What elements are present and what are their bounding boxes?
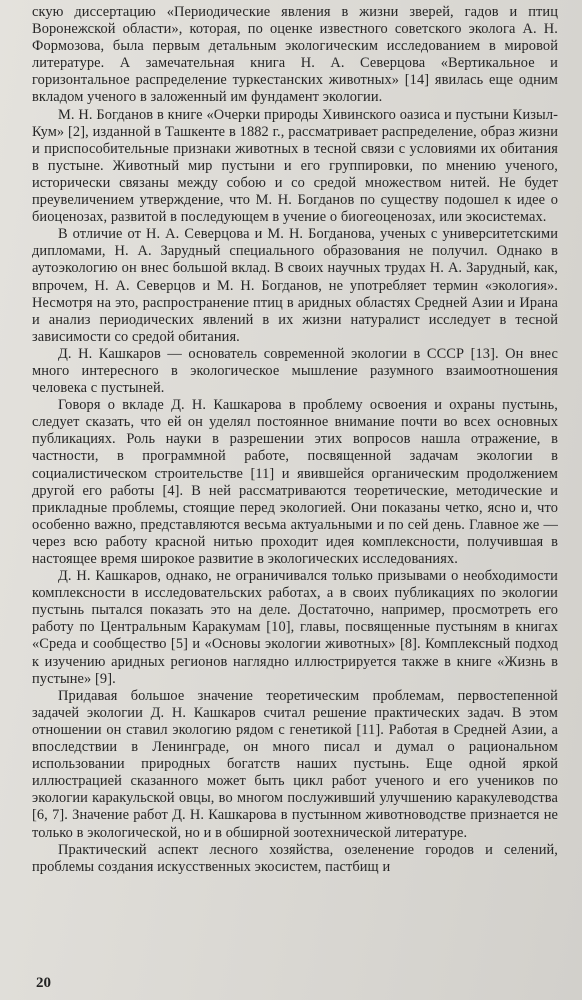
page-body (32, 4, 558, 876)
paragraph-6: Д. Н. Кашкаров, однако, не ограничивался только призывами о необходимости комплексности в исследовательских работах, а в своих публикациях по экологии пустынь пытался показать это на деле. Достаточно, например, просмотреть его работу по Центральным Каракумам [10], главы, посвященные пустыням в книгах «Среда и сообщество [5] и «Основы экологии животных» [8]. Комплексный подход к изучению аридных регионов наглядно иллюстрируется также в книге «Жизнь в пустыне» [9]. (32, 568, 558, 687)
paragraph-2: М. Н. Богданов в книге «Очерки природы Хивинского оазиса и пустыни Кизыл-Кум» [2], изданной в Ташкенте в 1882 г., рассматривает распределение, образ жизни и приспособительные признаки животных в тесной связи с условиями их обитания в пустыне. Животный мир пустыни и его группировки, по мнению ученого, исторически связаны между собою и со средой множеством нитей. Не будет преувеличением утверждение, что М. Н. Богданов по существу подошел к идее о биоценозах, развитой в последующем в учение о биогеоценозах, или экосистемах. (32, 106, 558, 226)
paragraph-1: скую диссертацию «Периодические явления в жизни зверей, гадов и птиц Воронежской области», которая, по оценке известного советского эколога А. Н. Формозова, была первым детальным экологическим исследованием в мировой литературе. А замечательная книга Н. А. Северцова «Вертикальное и горизонтальное распределение туркестанских животных» [14] явилась еще одним вкладом ученого в заложенный им фундамент экологии. (32, 4, 558, 106)
paragraph-7: Придавая большое значение теоретическим проблемам, первостепенной задачей экологии Д. Н. Кашкаров считал решение практических задач. В этом отношении он ставил экологию рядом с генетикой [11]. Работая в Средней Азии, а впоследствии в Ленинграде, он много писал и думал о рациональном использовании природных богатств наших пустынь. Еще одной яркой иллюстрацией сказанного может быть цикл работ ученого и его учеников по экологии каракульской овцы, во многом послуживший улучшению каракулеводства [6, 7]. Значение работ Д. Н. Кашкарова в пустынном животноводстве признается не только в экологической, но и в обширной зоотехнической литературе. (32, 687, 558, 841)
paragraph-4: Д. Н. Кашкаров — основатель современной экологии в СССР [13]. Он внес много интересного в экологическое мышление разумного взаимоотношения человека с пустыней. (32, 345, 558, 397)
paragraph-8: Практический аспект лесного хозяйства, озеленение городов и селений, проблемы создания искусственных экосистем, пастбищ и (32, 841, 558, 875)
paragraph-3: В отличие от Н. А. Северцова и М. Н. Богданова, ученых с университетскими дипломами, Н. А. Зарудный специального образования не получил. Однако в аутоэкологию он внес большой вклад. В своих научных трудах Н. А. Зарудный, как, впрочем, Н. А. Северцов и М. Н. Богданов, не употребляет термин «экология». Несмотря на это, распространение птиц в аридных областях Средней Азии и Ирана и анализ периодических явлений в их жизни натуралист исследует в тесной зависимости со средой обитания. (32, 226, 558, 345)
page-number: 20 (36, 975, 51, 991)
paragraph-5: Говоря о вкладе Д. Н. Кашкарова в проблему освоения и охраны пустынь, следует сказать, что ей он уделял постоянное внимание почти во всех основных публикациях. Роль науки в разрешении этих вопросов нашла отражение, в частности, в программной работе, посвященной задачам экологии в социалистическом строительстве [11] и явившейся органическим продолжением другой его работы [4]. В ней рассматриваются теоретические, методические и прикладные проблемы, стоящие перед экологией. Они показаны четко, ясно и, что особенно важно, представляются весьма актуальными и по сей день. Главное же — через всю работу красной нитью проходит идея комплексности, получившая в настоящее время широкое развитие в экологических исследованиях. (32, 397, 558, 567)
